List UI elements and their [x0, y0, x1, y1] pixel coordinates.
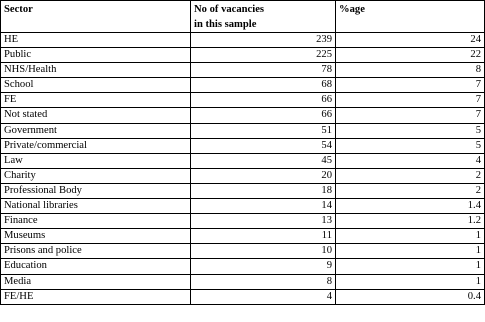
header-sector	[1, 1, 191, 33]
cell-vacancies: 11	[191, 229, 336, 244]
header-percentage	[336, 1, 485, 33]
table-row	[1, 168, 485, 183]
table-row	[1, 259, 485, 274]
cell-percentage: 7	[336, 108, 485, 123]
header-sector-label: Sector	[4, 4, 33, 15]
cell-sector: Prisons and police	[1, 244, 191, 259]
cell-vacancies: 51	[191, 123, 336, 138]
cell-percentage: 24	[336, 33, 485, 48]
header-vacancies-line2: in this sample	[194, 19, 257, 30]
table-row	[1, 33, 485, 48]
cell-percentage: 1.2	[336, 214, 485, 229]
cell-percentage: 8	[336, 63, 485, 78]
table-body	[1, 33, 485, 305]
cell-sector: Education	[1, 259, 191, 274]
cell-percentage: 2	[336, 183, 485, 198]
cell-sector: Private/commercial	[1, 138, 191, 153]
cell-percentage: 4	[336, 153, 485, 168]
cell-vacancies: 9	[191, 259, 336, 274]
cell-sector: Law	[1, 153, 191, 168]
cell-percentage: 22	[336, 48, 485, 63]
cell-sector: School	[1, 78, 191, 93]
cell-vacancies: 66	[191, 108, 336, 123]
cell-vacancies: 239	[191, 33, 336, 48]
table-row	[1, 108, 485, 123]
table-row	[1, 63, 485, 78]
cell-sector: FE	[1, 93, 191, 108]
cell-vacancies: 4	[191, 289, 336, 304]
header-vacancies	[191, 1, 336, 33]
cell-sector: Charity	[1, 168, 191, 183]
cell-sector: National libraries	[1, 199, 191, 214]
header-percentage-label: %age	[339, 4, 365, 15]
cell-percentage: 1	[336, 259, 485, 274]
cell-sector: NHS/Health	[1, 63, 191, 78]
cell-percentage: 1.4	[336, 199, 485, 214]
cell-vacancies: 10	[191, 244, 336, 259]
cell-sector: Finance	[1, 214, 191, 229]
cell-vacancies: 18	[191, 183, 336, 198]
table-row	[1, 48, 485, 63]
cell-sector: Museums	[1, 229, 191, 244]
cell-vacancies: 78	[191, 63, 336, 78]
table-row	[1, 78, 485, 93]
cell-vacancies: 14	[191, 199, 336, 214]
cell-percentage: 1	[336, 229, 485, 244]
cell-sector: Not stated	[1, 108, 191, 123]
cell-vacancies: 225	[191, 48, 336, 63]
table-row	[1, 183, 485, 198]
cell-sector: Public	[1, 48, 191, 63]
table-row	[1, 274, 485, 289]
cell-percentage: 0.4	[336, 289, 485, 304]
table-row	[1, 93, 485, 108]
table-header	[1, 1, 485, 33]
cell-vacancies: 68	[191, 78, 336, 93]
cell-vacancies: 13	[191, 214, 336, 229]
cell-percentage: 1	[336, 274, 485, 289]
table-row	[1, 199, 485, 214]
table-row	[1, 214, 485, 229]
cell-vacancies: 8	[191, 274, 336, 289]
table-row	[1, 123, 485, 138]
table-row	[1, 153, 485, 168]
cell-percentage: 7	[336, 78, 485, 93]
cell-percentage: 2	[336, 168, 485, 183]
cell-sector: HE	[1, 33, 191, 48]
table-row	[1, 229, 485, 244]
cell-percentage: 1	[336, 244, 485, 259]
cell-vacancies: 45	[191, 153, 336, 168]
header-row	[1, 1, 485, 33]
table-row	[1, 138, 485, 153]
cell-percentage: 5	[336, 138, 485, 153]
header-vacancies-line1: No of vacancies	[194, 4, 265, 15]
cell-vacancies: 20	[191, 168, 336, 183]
cell-vacancies: 66	[191, 93, 336, 108]
table-row	[1, 289, 485, 304]
table-row	[1, 244, 485, 259]
cell-vacancies: 54	[191, 138, 336, 153]
cell-sector: Professional Body	[1, 183, 191, 198]
cell-percentage: 5	[336, 123, 485, 138]
cell-sector: Government	[1, 123, 191, 138]
cell-sector: FE/HE	[1, 289, 191, 304]
cell-sector: Media	[1, 274, 191, 289]
cell-percentage: 7	[336, 93, 485, 108]
